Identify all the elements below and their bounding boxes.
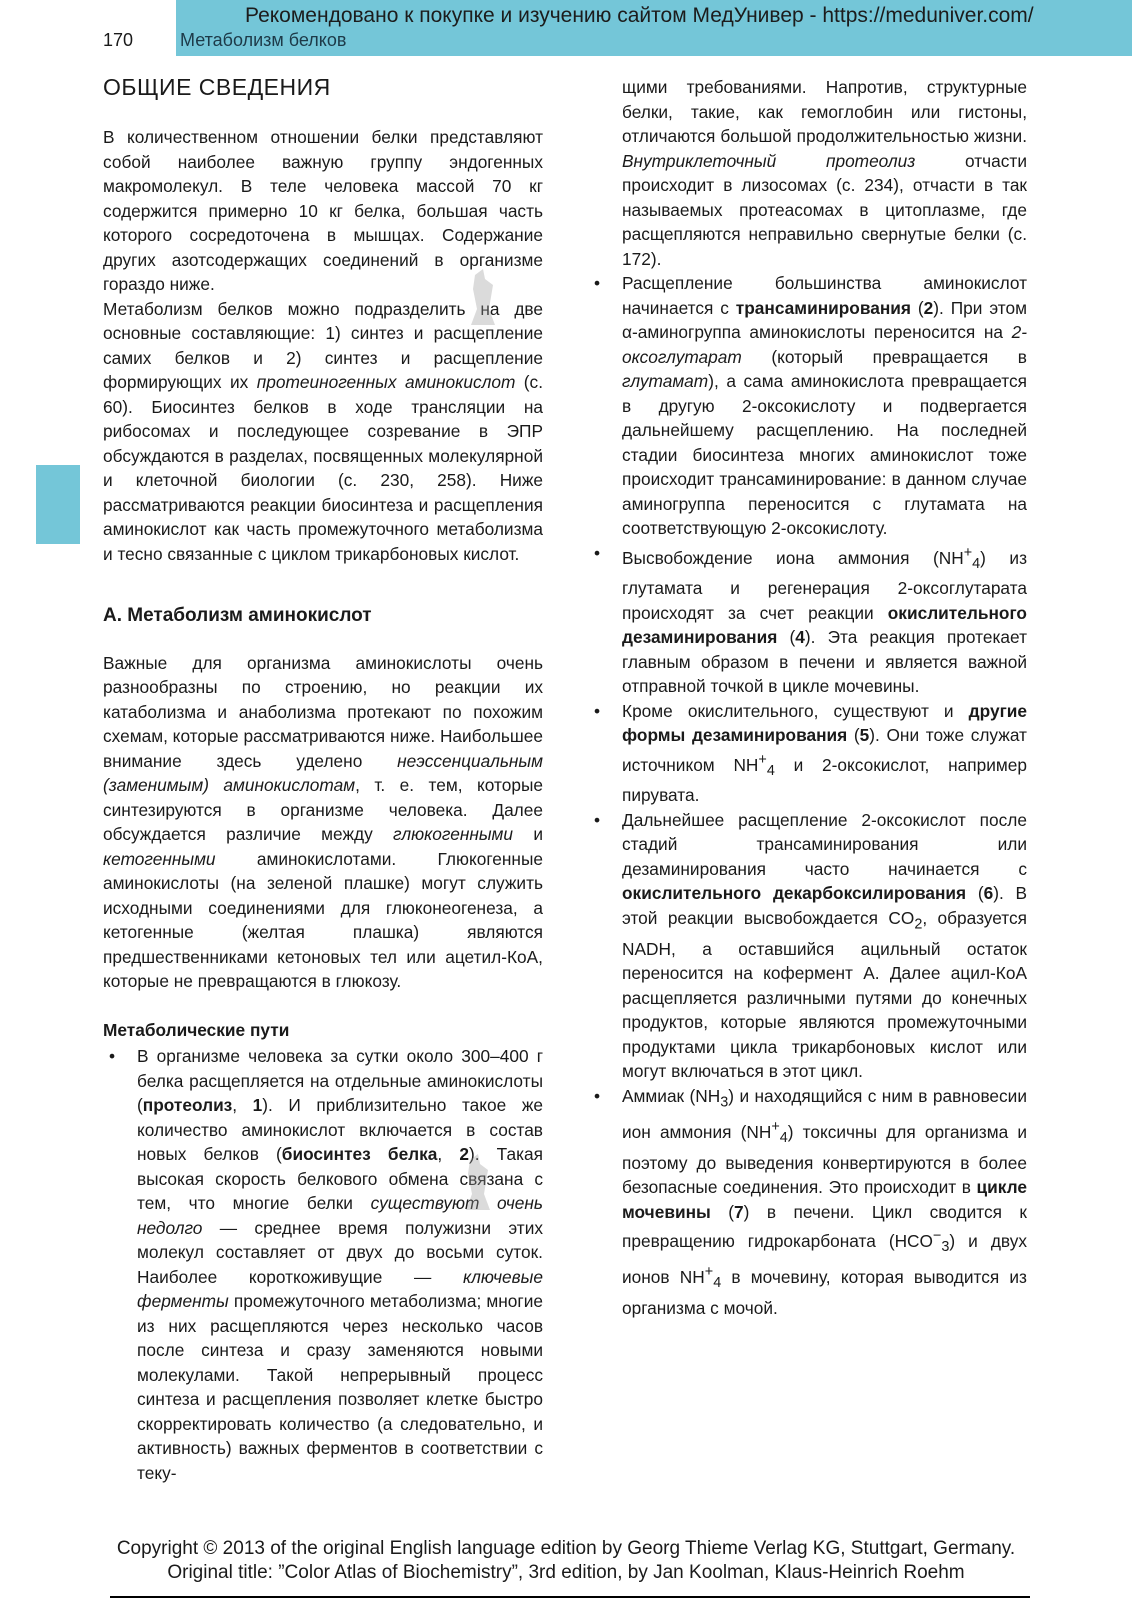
- amino-acids-paragraph: Важные для организма аминокислоты очень разнообразны по строению, но реакции их катаболизма и анаболизма протекают по похожим схемам, которые рассматриваются ниже. Наибольшее внимание здесь уделено неэссенциальным (заменимым) аминокислотам, т. е. тем, которые синтезируются в организме человека. Далее обсуждается различие между глюкогенными и кетогенными аминокислотами. Глюкогенные аминокислоты (на зеленой плашке) могут служить исходными соединениями для глюконеогенеза, а кетогенные (желтая плашка) являются предшественниками кетоновых тел или ацетил-КоА, которые не превращаются в глюкозу.: [103, 652, 543, 991]
- list-item: • Кроме окислительного, существуют и другие формы дезаминирования (5). Они тоже служат источником $NH^+_4$ и 2-оксокислот, например пирувата.: [622, 699, 1027, 808]
- chapter-side-tab: [36, 465, 80, 544]
- chapter-title: Метаболизм белков: [180, 30, 347, 50]
- page-number: 170: [103, 30, 134, 50]
- intro-paragraph-1: В количественном отношении белки представляют собой наиболее важную группу эндогенных макромолекул. В теле человека массой 70 кг содержится примерно 10 кг белка, большая часть которого сосредоточена в мышцах. Содержание других азотсодержащих соединений в организме гораздо ниже.: [103, 127, 543, 294]
- continued-paragraph: щими требованиями. Напротив, структурные белки, такие, как гемоглобин или гистоны, отличаются большой продолжительностью жизни. Внутриклеточный протеолиз отчасти происходит в лизосомах (с. 234), отчасти в так называемых протеасомах в цитоплазме, где расщепляются неправильно свернутые белки (с. 172).: [622, 77, 1027, 269]
- publisher-watermark-icon: [455, 265, 511, 345]
- right-column: [622, 75, 1027, 1320]
- copyright-line: Copyright © 2013 of the original English language edition by Georg Thieme Verlag KG, Stuttgart, Germany.: [116, 1538, 1016, 1559]
- recommendation-banner[interactable]: Рекомендовано к покупке и изучению сайтом МедУнивер - https://meduniver.com/: [245, 4, 1034, 27]
- list-item: • В организме человека за сутки около 300–400 г белка расщепляется на отдельные аминокислоты (протеолиз, 1). И приблизительно такое же количество аминокислот включается в состав новых белков (биосинтез белка, 2). Такая высокая скорость белкового обмена связана с тем, что многие белки существуют очень недолго — среднее время полужизни этих молекул составляет от двух до восьми суток. Наиболее короткоживущие — ключевые ферменты промежуточного метаболизма; многие из них расщепляются через несколько часов после синтеза и сразу заменяются новыми молекулами. Такой непрерывный процесс синтеза и расщепления позволяет клетке быстро скорректировать количество (а следовательно, и активность) важных ферментов в соответствии с теку-: [137, 1044, 543, 1485]
- list-item: • Дальнейшее расщепление 2-оксокислот после стадий трансаминирования или дезаминирования часто начинается с окислительного декарбоксилирования (6). В этой реакции высвобождается $CO_2$, образуется NADH, а оставшийся ацильный остаток переносится на кофермент A. Далее ацил-КоА расщепляется различными путями до конечных продуктов, которые являются промежуточными продуктами цикла трикарбоновых кислот или могут включаться в этот цикл.: [622, 808, 1027, 1084]
- paths-list-right: [622, 271, 1027, 1320]
- subheading-metabolic-paths: Метаболические пути: [103, 1019, 290, 1040]
- original-title-line: Original title: ”Color Atlas of Biochemistry”, 3rd edition, by Jan Koolman, Klaus-Heinrich Roehm: [167, 1562, 965, 1583]
- intro-paragraph-2: Метаболизм белков можно подразделить на две основные составляющие: 1) синтез и расщепление самих белков и 2) синтез и расщепление формирующих их протеиногенных аминокислот (с. 60). Биосинтез белков в ходе трансляции на рибосомах и последующее созревание в ЭПР обсуждаются в разделах, посвященных молекулярной и клеточной биологии (с. 230, 258). Ниже рассматриваются реакции биосинтеза и расщепления аминокислот как часть промежуточного метаболизма и тесно связанные с циклом трикарбоновых кислот.: [103, 298, 544, 564]
- list-item: • Расщепление большинства аминокислот начинается с трансаминирования (2). При этом α-аминогруппа аминокислоты переносится на 2-оксоглутарат (который превращается в глутамат), а сама аминокислота превращается в другую 2-оксокислоту и подвергается дальнейшему расщеплению. На последней стадии биосинтеза многих аминокислот тоже происходит трансаминирование: в данном случае аминогруппа переносится с глутамата на соответствующую 2-оксокислоту.: [622, 271, 1027, 541]
- list-item: • Высвобождение иона аммония $(NH^+_4)$ из глутамата и регенерация 2-оксоглутарата происходят за счет реакции окислительного дезаминирования (4). Эта реакция протекает главным образом в печени и является важной отправной точкой в цикле мочевины.: [622, 541, 1027, 699]
- section-title: ОБЩИЕ СВЕДЕНИЯ: [103, 74, 331, 100]
- publisher-watermark-icon: [450, 1150, 506, 1230]
- subheading-amino-metabolism: А. Метаболизм аминокислот: [103, 605, 372, 626]
- paths-list-left: [103, 1044, 543, 1485]
- footer-divider: [110, 1596, 1030, 1598]
- list-item: • Аммиак $(NH_3)$ и находящийся с ним в равновесии ион аммония $(NH^+_4)$ токсичны для организма и поэтому до выведения конвертируются в более безопасные соединения. Это происходит в цикле мочевины (7) в печени. Цикл сводится к превращению гидрокарбоната $(HCO^-_3)$ и двух ионов $NH^+_4$ в мочевину, которая выводится из организма с мочой.: [622, 1084, 1027, 1320]
